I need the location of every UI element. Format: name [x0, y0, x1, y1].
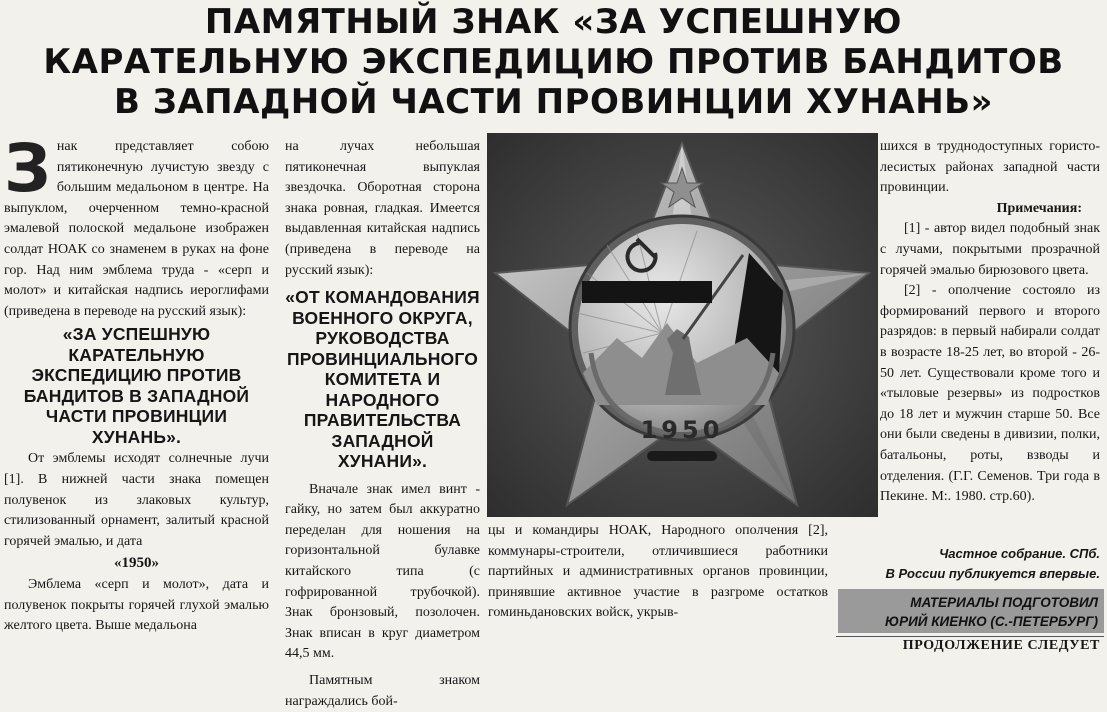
paragraph: шихся в труднодоступных гористо-лесистых районах западной части провинции.: [880, 139, 1100, 196]
paragraph: Вначале знак имел винт - гайку, но затем был аккуратно переделан для ношения на горизонтальной булавке китайского типа (с гофрированной трубочкой). Знак бронзовый, позолочен. Знак вписан в круг диаметром 44,5 мм.: [285, 481, 480, 662]
note-2: [2] - ополчение состояло из формирований первого и второго разрядов: в первый набирали солдат в возрасте 18-25 лет, во второй - 26-50 лет. Существовали кроме того и «тыловые резервы» из подростков до 18 лет и мужчин старше 50. Все они были сведены в дивизии, полки, батальоны, роты, взводы и отделения. (Г.Г. Семенов. Три года в Пекине. М:. 1980. стр.60).: [880, 283, 1100, 505]
divider: [836, 636, 1104, 637]
title-line: ПАМЯТНЫЙ ЗНАК «ЗА УСПЕШНУЮ: [204, 2, 903, 42]
credits: [838, 544, 1100, 584]
paragraph: на лучах небольшая пятиконечная выпуклая звездочка. Оборотная сторона знака ровная, гладкая. Имеется выдавленная китайская надпись (приведена в переводе на русский язык):: [285, 139, 480, 278]
credit-line: Частное собрание. СПб.: [939, 546, 1100, 561]
paragraph: От эмблемы исходят солнечные лучи [1]. В нижней части знака помещен полувенок из злаковых культур, стилизованный орнамент, залитый красной горячей эмалью, и дата: [4, 451, 269, 549]
badge-photo: [487, 133, 878, 517]
drop-cap: З: [4, 130, 51, 207]
column-right: [880, 137, 1100, 508]
paragraph: цы и командиры НОАК, Народного ополчения [2], коммунары-строители, отличившиеся работники партийных и административных органов провинции, принявшие активное участие в разгроме остатков гоминьдановских войск, укрыв-: [488, 523, 828, 621]
title-line: В ЗАПАДНОЙ ЧАСТИ ПРОВИНЦИИ ХУНАНЬ»: [113, 82, 994, 122]
author-name: ЮРИЙ КИЕНКО (С.-ПЕТЕРБУРГ): [885, 614, 1098, 629]
title-line: КАРАТЕЛЬНУЮ ЭКСПЕДИЦИЮ ПРОТИВ БАНДИТОВ: [43, 42, 1064, 82]
notes-heading: Примечания:: [996, 200, 1082, 216]
prepared-by-box: [838, 589, 1104, 633]
paragraph: Эмблема «серп и молот», дата и полувенок покрыты горячей глухой эмалью желтого цвета. Выше медальона: [4, 576, 269, 634]
badge-illustration: [487, 133, 878, 517]
badge-inscription-back: «ОТ КОМАНДОВАНИЯ ВОЕННОГО ОКРУГА, РУКОВОДСТВА ПРОВИНЦИАЛЬНОГО КОМИТЕТА И НАРОДНОГО ПРАВИТЕЛЬСТВА ЗАПАДНОЙ ХУНАНИ».: [285, 287, 480, 472]
note-1: [1] - автор видел подобный знак с лучами, покрытыми прозрачной горячей эмалью бирюзового цвета.: [880, 221, 1100, 278]
to-be-continued: ПРОДОЛЖЕНИЕ СЛЕДУЕТ: [902, 638, 1100, 653]
badge-year: 1950: [640, 416, 724, 444]
chinese-inscription: [582, 281, 712, 303]
column-middle: [285, 137, 480, 712]
prepared-by-label: МАТЕРИАЛЫ ПОДГОТОВИЛ: [910, 595, 1098, 610]
caption-continuation: [488, 521, 828, 624]
paragraph: Памятным знаком награждались бой-: [285, 673, 480, 709]
badge-date: «1950»: [114, 555, 159, 572]
paragraph: нак представляет собою пятиконечную лучистую звезду с большим медальоном в центре. На выпуклом, очерченном темно-красной эмалевой полоской медальоне изображен солдат НОАК со знаменем в руках на фоне гор. Над ним эмблема труда - «серп и молот» и китайская надпись иероглифами (приведена в переводе на русский язык):: [4, 139, 269, 319]
ornament: [647, 451, 717, 461]
badge-inscription-front: «ЗА УСПЕШНУЮ КАРАТЕЛЬНУЮ ЭКСПЕДИЦИЮ ПРОТИВ БАНДИТОВ В ЗАПАДНОЙ ЧАСТИ ПРОВИНЦИИ ХУНАНЬ».: [23, 324, 250, 447]
column-left: [4, 130, 269, 637]
article-title: [40, 2, 1067, 122]
credit-line: В России публикуется впервые.: [885, 566, 1100, 581]
